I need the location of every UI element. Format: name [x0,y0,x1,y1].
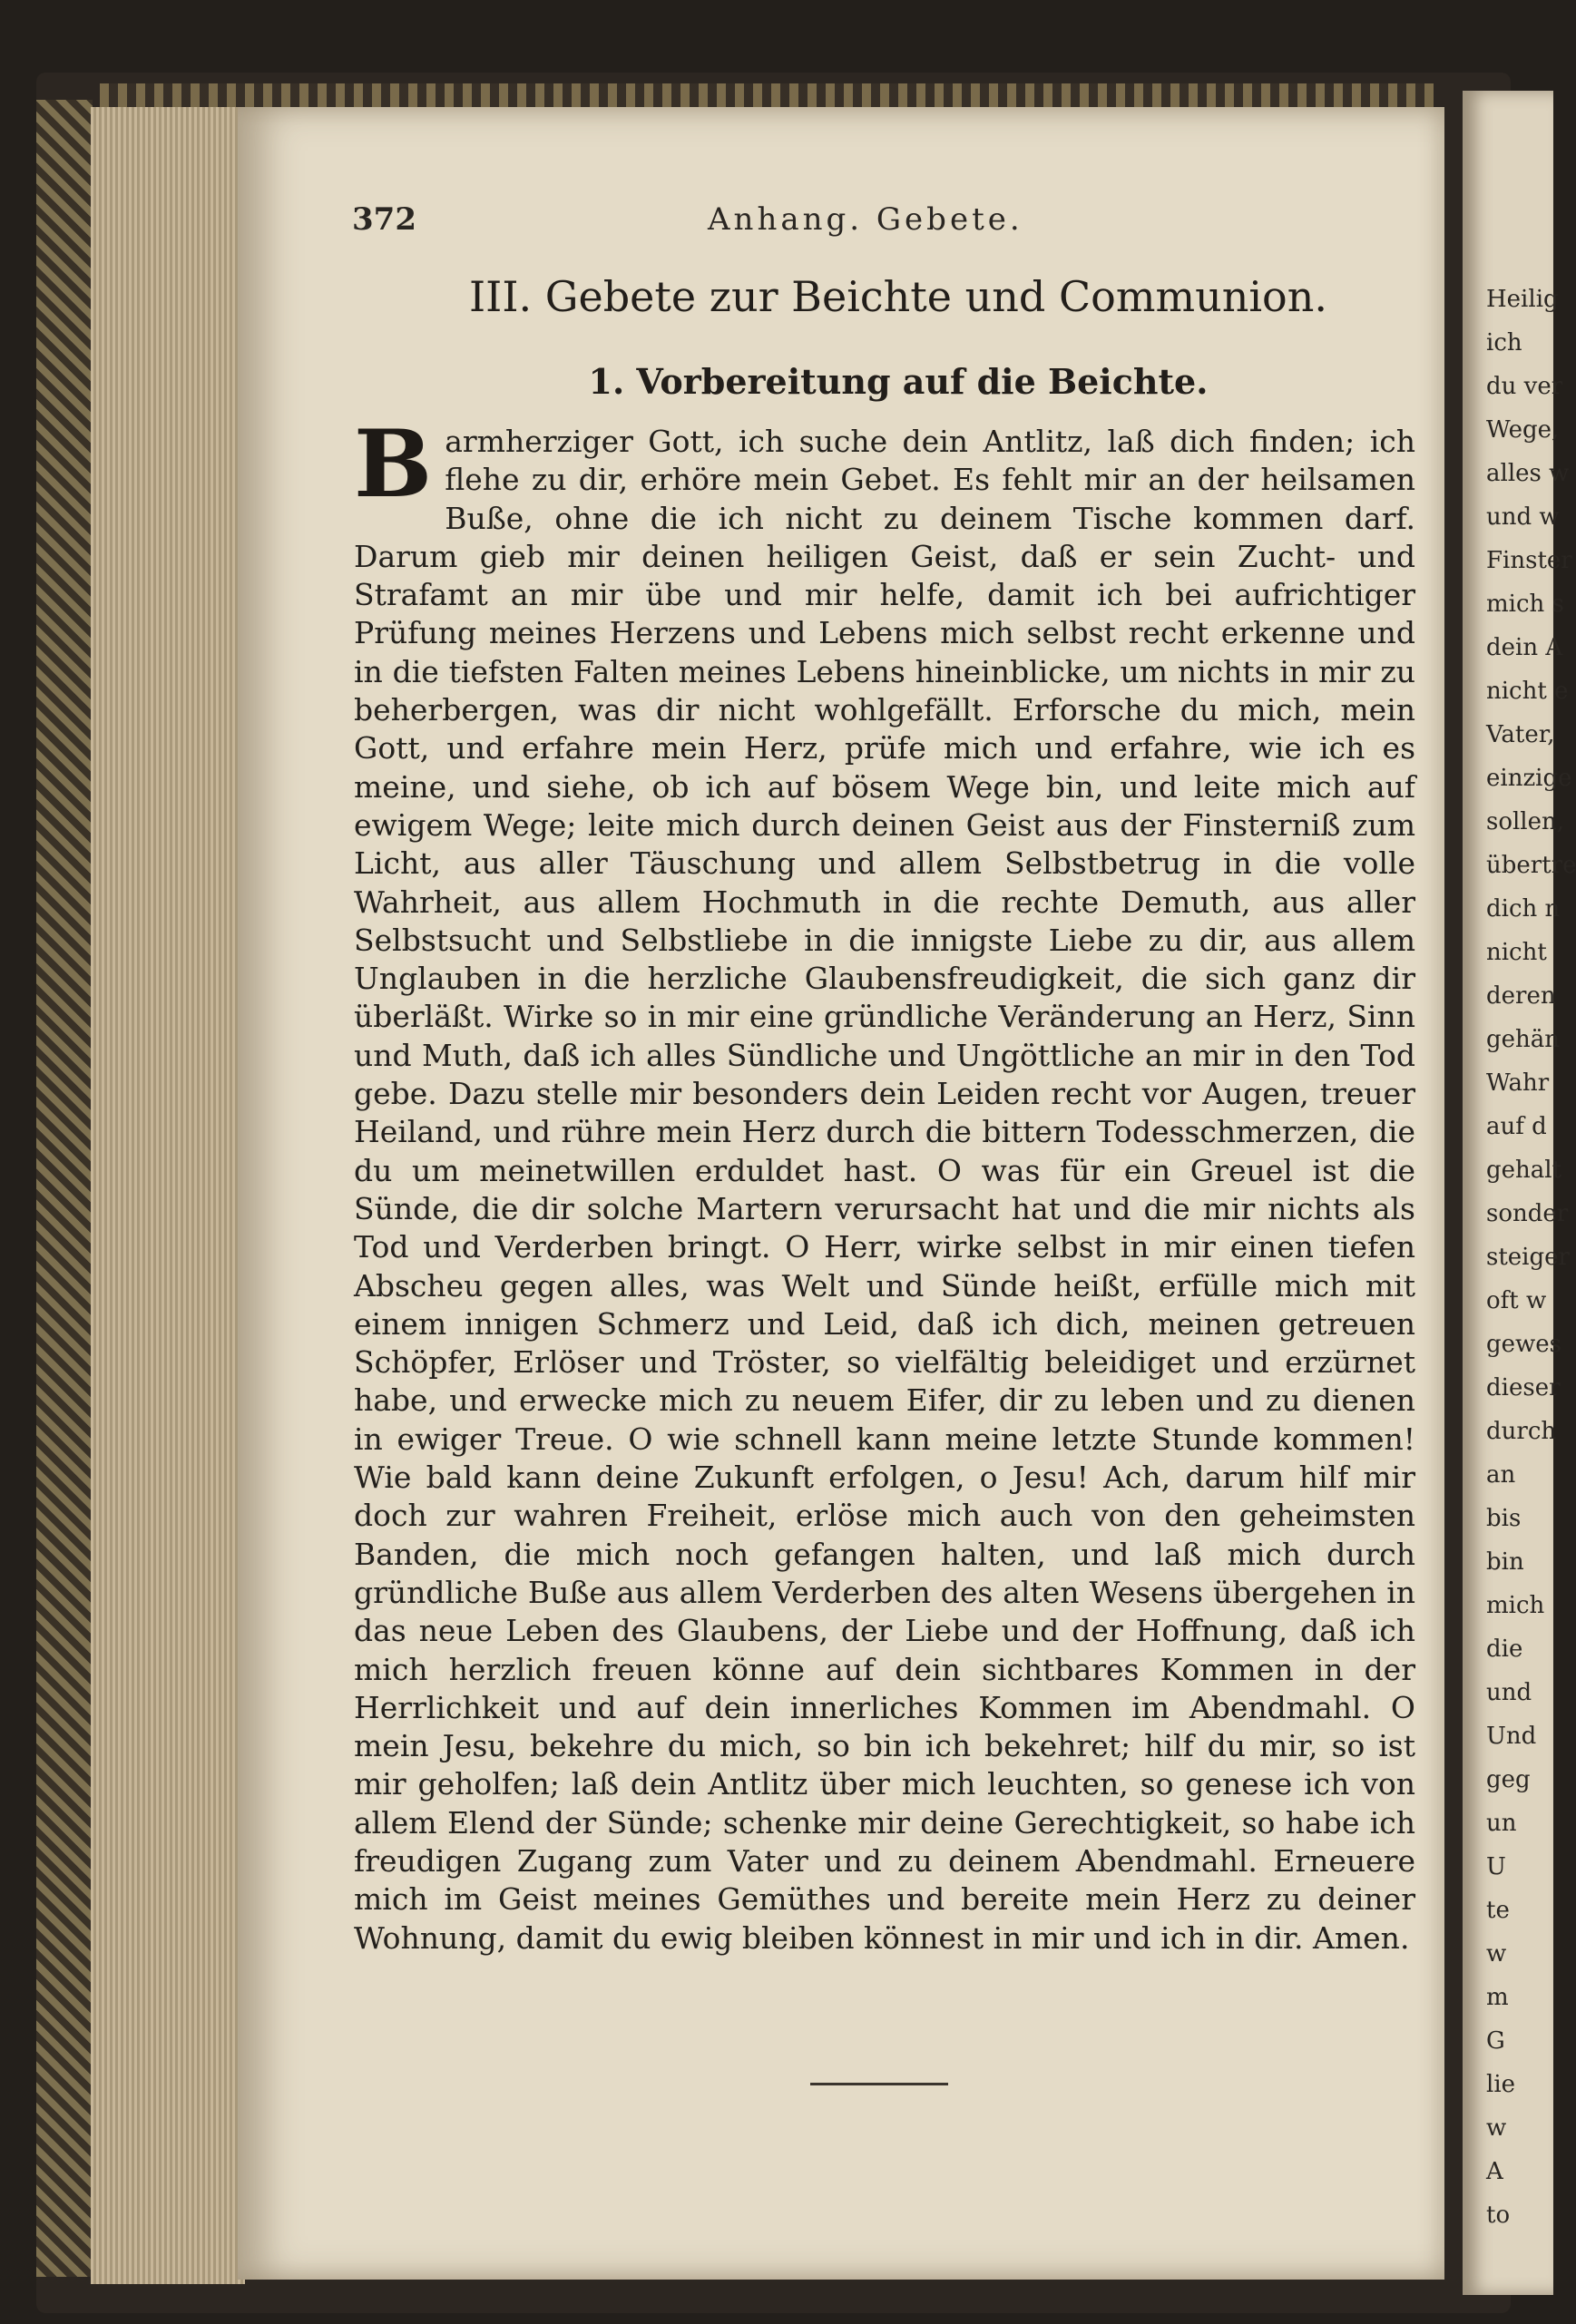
facing-page-line: gehalt [1486,1157,1562,1184]
page-stack-edge [91,107,245,2284]
facing-page-line: Vater, [1486,721,1555,748]
facing-page-line: dein A [1486,634,1563,661]
facing-page-line: einzige [1486,765,1572,792]
facing-page-line: A [1486,2158,1503,2185]
prayer-text [354,410,1415,1958]
end-rule [810,2083,948,2085]
facing-page-line: bis [1486,1505,1522,1532]
section-title: III. Gebete zur Beichte und Communion. [468,272,1327,321]
facing-page-line: w [1486,2114,1507,2142]
facing-page-line: sollen, [1486,808,1565,835]
top-edge-decoration [100,83,1434,109]
facing-page-line: alles w [1486,460,1570,487]
facing-page-line: lie [1486,2071,1516,2098]
running-head: Anhang. Gebete. [708,201,1023,238]
facing-page-line: die [1486,1636,1523,1663]
facing-page-line: mich s [1486,591,1564,618]
facing-page-line: Heilig [1486,286,1559,313]
right-page-fragment [1463,91,1576,2295]
facing-page-line: durch [1486,1418,1557,1445]
facing-page-line: G [1486,2027,1505,2055]
facing-page-line: dich n [1486,895,1561,923]
facing-page-line: an [1486,1461,1516,1489]
facing-page-line: gewes [1486,1331,1562,1358]
facing-page-line: du ver [1486,373,1563,400]
page-number: 372 [352,201,416,238]
facing-page-line: auf d [1486,1113,1547,1140]
facing-page-line: w [1486,1940,1507,1968]
facing-page-line: steiger [1486,1244,1570,1271]
spine-decoration [36,100,93,2277]
facing-page-line: übertre [1486,852,1576,879]
prayer-body: armherziger Gott, ich suche dein Antlitz, laß dich finden; ich flehe zu dir, erhöre mein Gebet. Es fehlt mir an der heilsamen Buße, ohne die ich nicht zu deinem Tische kommen darf. Darum gieb mir deinen heiligen Geist, daß er sein Zucht- und Strafamt an mir übe und mir helfe, damit ich bei aufrichtiger Prüfung meines Herzens und Lebens mich selbst recht erkenne und in die tiefsten Falten meines Lebens hineinblicke, um nichts in mir zu beherbergen, was dir nicht wohlgefällt. Erforsche du mich, mein Gott, und erfahre mein Herz, prüfe mich und erfahre, wie ich es meine, und siehe, ob ich auf bösem Wege bin, und leite mich auf ewigem Wege; leite mich durch deinen Geist aus der Finsterniß zum Licht, aus aller Täuschung und allem Selbstbetrug in die volle Wahrheit, aus allem Hochmuth in die rechte Demuth, aus aller Selbstsucht und Selbstliebe in die innigste Liebe zu dir, aus allem Unglauben in die herzliche Glaubensfreudigkeit, die sich ganz dir überläßt. Wirke so in mir eine gründliche Veränderung an Herz, Sinn und Muth, daß ich alles Sündliche und Ungöttliche an mir in den Tod gebe. Dazu stelle mir besonders dein Leiden recht vor Augen, treuer Heiland, und rühre mein Herz durch die bittern Todesschmerzen, die du um meinetwillen erduldet hast. O was für ein Greuel ist die Sünde, die dir solche Martern verursacht hat und die mir nichts als Tod und Verderben bringt. O Herr, wirke selbst in mir einen tiefen Abscheu gegen alles, was Welt und Sünde heißt, erfülle mich mit einem innigen Schmerz und Leid, daß ich dich, meinen getreuen Schöpfer, Erlöser und Tröster, so vielfältig beleidiget und erzürnet habe, und erwecke mich zu neuem Eifer, dir zu leben und zu dienen in ewiger Treue. O wie schnell kann meine letzte Stunde kommen! Wie bald kann deine Zukunft erfolgen, o Jesu! Ach, darum hilf mir doch zur wahren Freiheit, erlöse mich auch von den geheimsten Banden, die mich noch gefangen halten, und laß mich durch gründliche Buße aus allem Verderben des alten Wesens übergehen in das neue Leben des Glaubens, der Liebe und der Hoffnung, daß ich mich herzlich freuen könne auf dein sichtbares Kommen in der Herrlichkeit und auf dein innerliches Kommen im Abendmahl. O mein Jesu, bekehre du mich, so bin ich bekehret; hilf du mir, so ist mir geholfen; laß dein Antlitz über mich leuchten, so genese ich von allem Elend der Sünde; schenke mir deine Gerechtigkeit, so habe ich freudigen Zugang zum Vater und zu deinem Abendmahl. Erneuere mich im Geist meines Gemüthes und bereite mein Herz zu deiner Wohnung, damit du ewig bleiben könnest in mir und ich in dir. Amen. [354,424,1415,1956]
facing-page-line: Finster [1486,547,1572,574]
facing-page-line: und [1486,1679,1532,1706]
facing-page-line: un [1486,1810,1517,1837]
facing-page-line: mich [1486,1592,1545,1619]
facing-page-line: U [1486,1853,1506,1880]
facing-page-line: Und [1486,1723,1537,1750]
facing-page-line: Wahr [1486,1069,1550,1097]
facing-page-line: und w [1486,503,1560,531]
facing-page-line: m [1486,1984,1509,2011]
facing-page-line: oft w [1486,1287,1547,1314]
drop-cap: B [354,410,433,519]
facing-page-line: te [1486,1897,1510,1924]
facing-page-line: bin [1486,1548,1524,1576]
facing-page-line: Wege, [1486,416,1560,444]
facing-page-line: dieser [1486,1374,1561,1401]
facing-page-line: sonder [1486,1200,1569,1227]
facing-page-line: geg [1486,1766,1531,1793]
facing-page-line: to [1486,2202,1511,2229]
facing-page-line: gehän [1486,1026,1561,1053]
facing-page-line: ich [1486,329,1522,356]
subsection-title: 1. Vorbereitung auf die Beichte. [588,361,1209,402]
facing-page-line: nicht e [1486,678,1569,705]
facing-page-line: deren [1486,982,1556,1010]
facing-page-line: nicht [1486,939,1547,966]
